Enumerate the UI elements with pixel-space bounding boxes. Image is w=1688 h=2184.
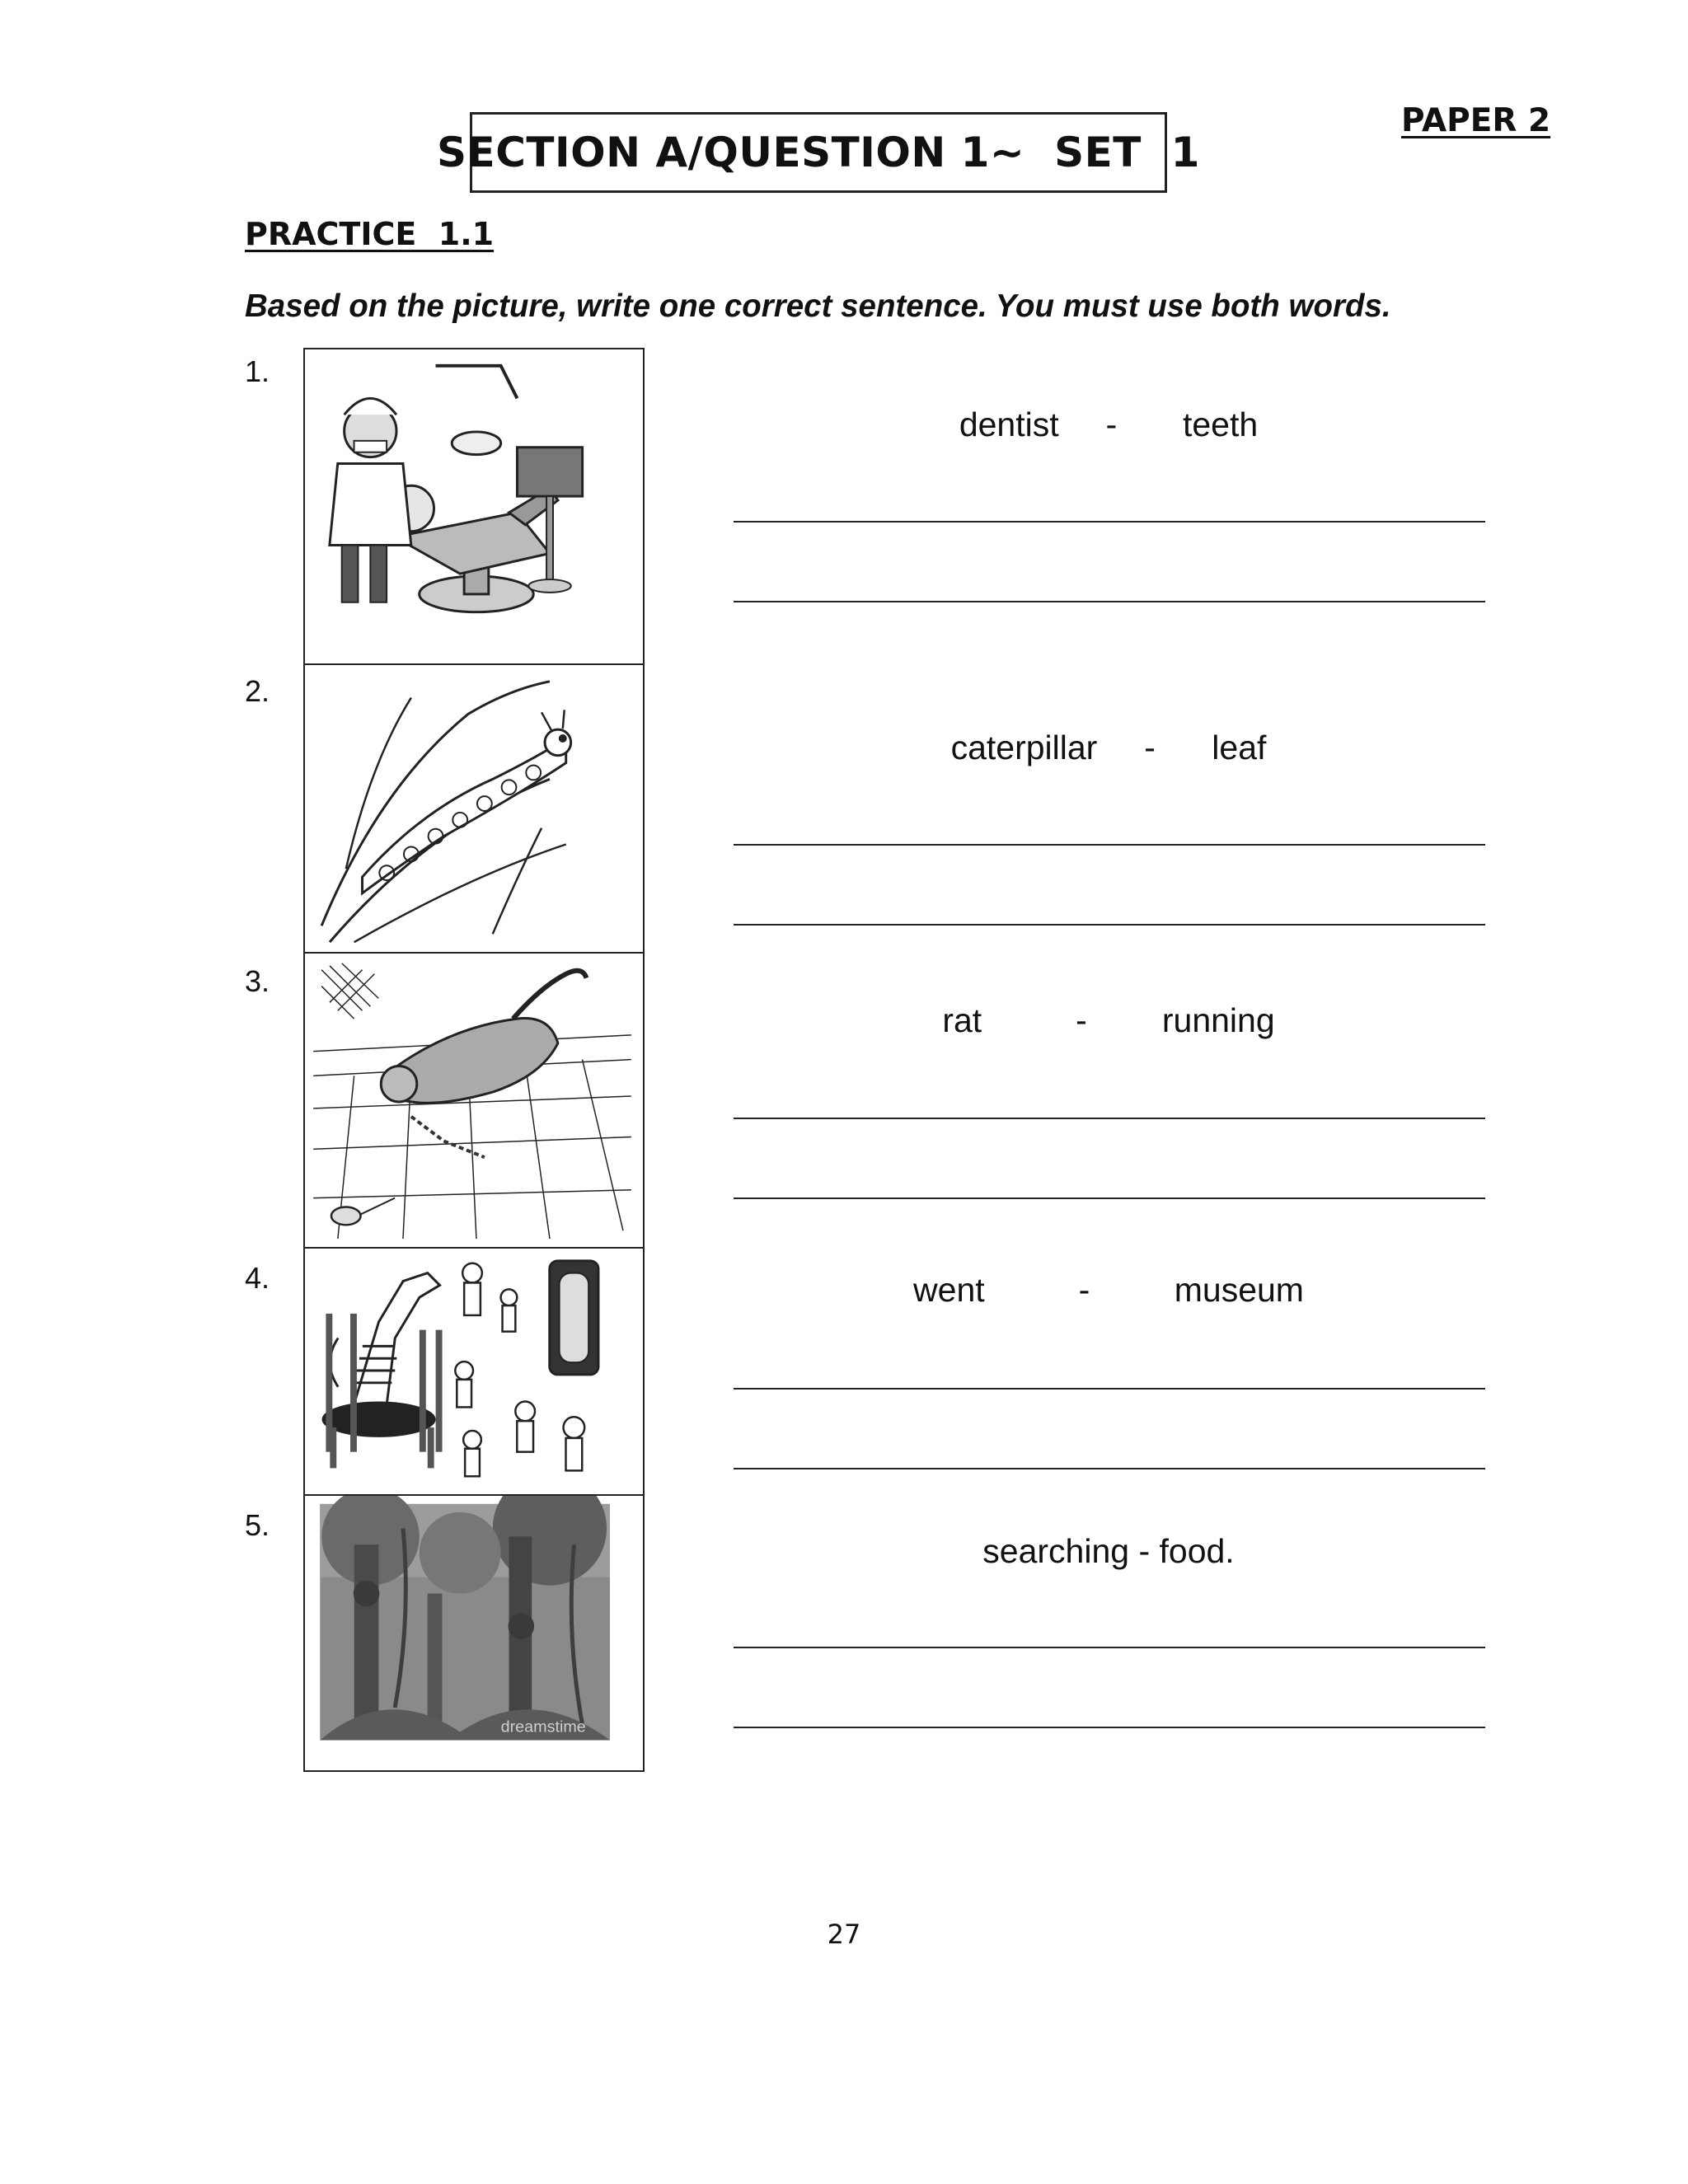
jungle-monkeys-illustration [305, 1496, 643, 1770]
question-picture-2-caterpillar [303, 663, 645, 954]
answer-line-4a[interactable] [734, 1388, 1485, 1390]
answer-line-1a[interactable] [734, 521, 1485, 523]
answer-line-2a[interactable] [734, 844, 1485, 846]
target-words-2: caterpillar - leaf [950, 729, 1267, 766]
dentist-illustration [305, 349, 643, 663]
question-picture-3-cat-rat [303, 952, 645, 1249]
question-number-2: 2. [245, 674, 270, 708]
caterpillar-illustration [305, 665, 643, 952]
answer-line-1b[interactable] [734, 601, 1485, 602]
practice-label: PRACTICE 1.1 [245, 216, 495, 252]
answer-line-3b[interactable] [734, 1197, 1485, 1199]
target-words-5: searching - food. [982, 1532, 1235, 1570]
question-number-5: 5. [245, 1508, 270, 1542]
question-picture-4-museum [303, 1247, 645, 1496]
target-words-4: went - museum [913, 1271, 1304, 1309]
answer-line-5a[interactable] [734, 1647, 1485, 1648]
question-number-1: 1. [245, 354, 270, 388]
target-words-1: dentist - teeth [959, 405, 1259, 443]
question-picture-5-jungle [303, 1494, 645, 1772]
question-picture-1-dentist [303, 348, 645, 665]
museum-illustration [305, 1249, 643, 1494]
answer-line-4b[interactable] [734, 1468, 1485, 1469]
question-number-4: 4. [245, 1261, 270, 1295]
answer-line-3a[interactable] [734, 1118, 1485, 1119]
instruction-text: Based on the picture, write one correct sentence. You must use both words. [245, 288, 1391, 324]
page-number: 27 [827, 1919, 861, 1950]
cat-chasing-rat-illustration [305, 954, 643, 1247]
answer-line-5b[interactable] [734, 1727, 1485, 1728]
paper-label: PAPER 2 [1401, 102, 1551, 139]
target-words-3: rat - running [942, 1001, 1275, 1039]
section-title: SECTION A/QUESTION 1~ SET 1 [437, 129, 1200, 176]
dreamstime-watermark: dreamstime [500, 1718, 586, 1736]
question-number-3: 3. [245, 964, 270, 998]
section-title-box [437, 112, 1200, 193]
answer-line-2b[interactable] [734, 924, 1485, 926]
